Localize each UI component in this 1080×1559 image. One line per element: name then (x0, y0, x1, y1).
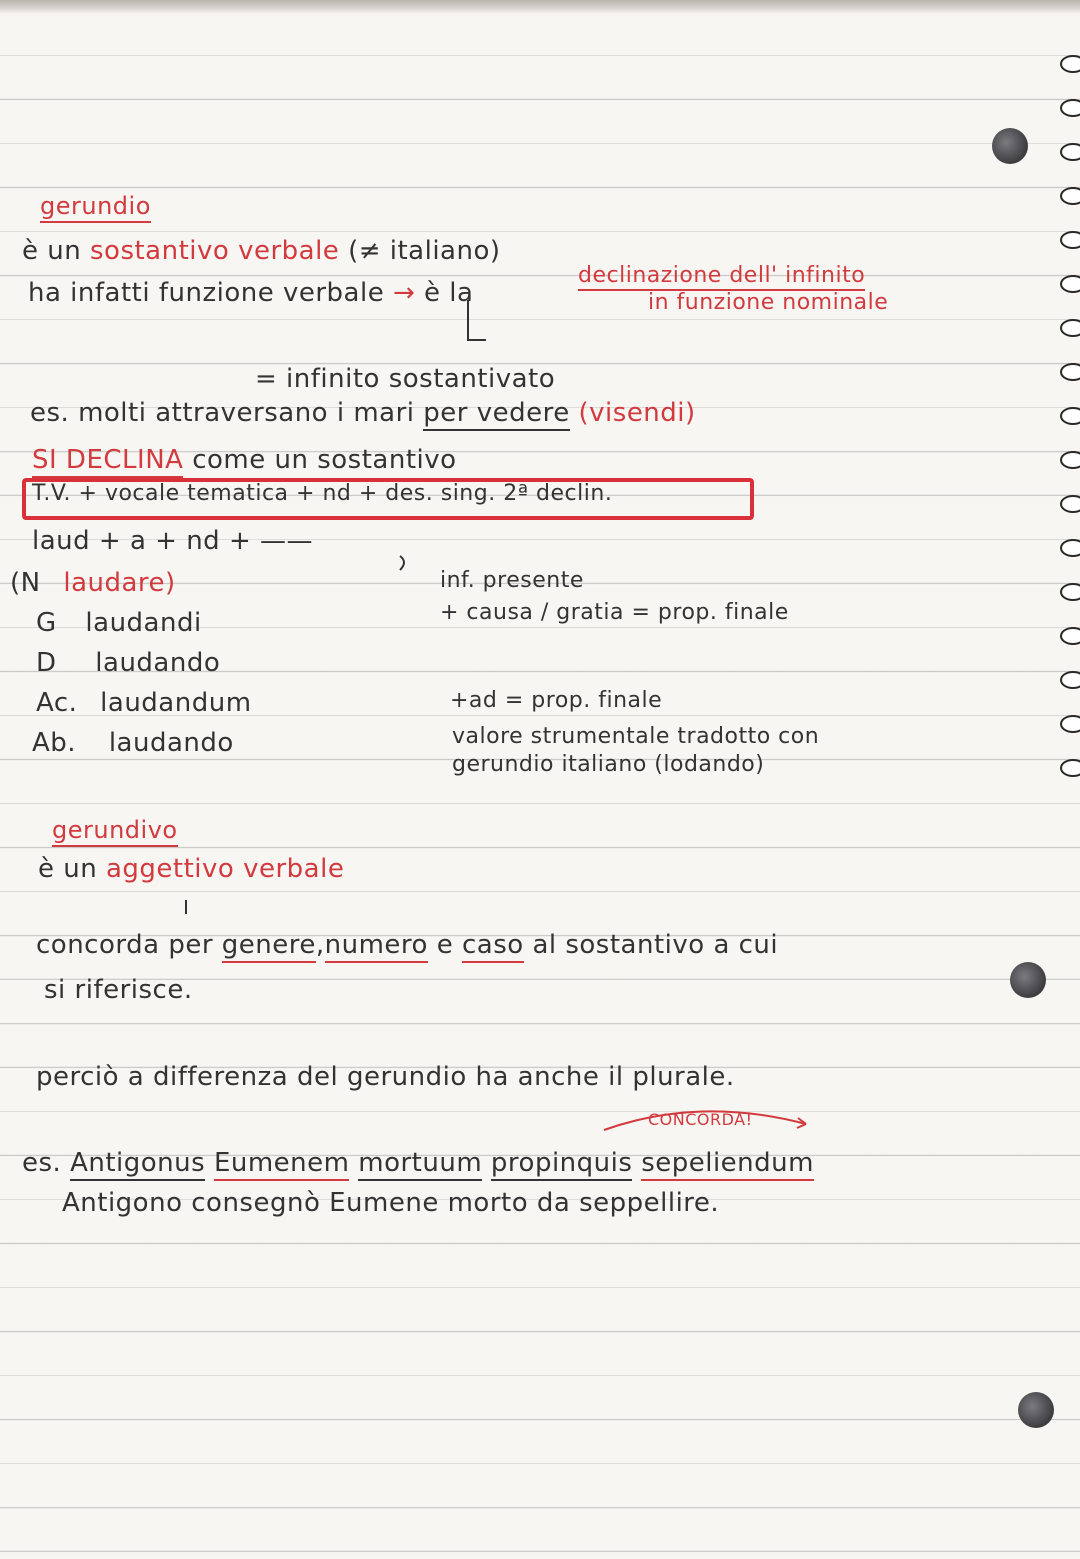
binding-ring (1060, 451, 1080, 469)
gerundio-declina-line (32, 445, 457, 475)
binding-ring (1060, 187, 1080, 205)
text-highlight: sostantivo verbale (89, 236, 340, 266)
text: concorda per (36, 930, 214, 960)
gerundio-declinazione: declinazione dell' infinito (578, 263, 865, 291)
gerundivo-translation: Antigono consegnò Eumene morto da seppellire. (62, 1188, 720, 1218)
text-highlight: (visendi) (578, 398, 696, 428)
note-causa-gratia: + causa / gratia = prop. finale (440, 600, 789, 625)
binding-ring (1060, 407, 1080, 425)
binding-ring (1060, 319, 1080, 337)
binding-ring (1060, 627, 1080, 645)
gerundio-def-line (22, 236, 501, 266)
text-highlight: SI DECLINA (32, 445, 183, 478)
case-label: G (36, 608, 57, 638)
text-underlined: mortuum (358, 1148, 482, 1181)
binding-ring (1060, 759, 1080, 777)
text: e (436, 930, 454, 960)
arrow-icon: → (392, 278, 416, 308)
gerundio-function-line (28, 278, 473, 308)
binding-ring (1060, 583, 1080, 601)
text: è la (424, 278, 474, 308)
punch-hole (1018, 1392, 1054, 1428)
text-underlined: genere (222, 930, 316, 963)
formula-box-text: T.V. + vocale tematica + nd + des. sing. 2ª declin. (32, 481, 613, 506)
case-form: laudandi (85, 608, 202, 638)
case-label: Ac. (36, 688, 78, 718)
text-underlined: propinquis (491, 1148, 633, 1181)
text: è un (38, 854, 98, 884)
gerundivo-def-line (38, 854, 344, 884)
text-underlined: caso (462, 930, 524, 963)
binding-ring (1060, 275, 1080, 293)
binding-ring (1060, 143, 1080, 161)
binding-ring (1060, 55, 1080, 73)
case-row-ac (36, 688, 252, 718)
text: come un sostantivo (192, 445, 457, 475)
text-underlined: Antigonus (70, 1148, 205, 1181)
note-strumentale: valore strumentale tradotto con (452, 724, 820, 749)
binding-ring (1060, 495, 1080, 513)
text-underlined: numero (325, 930, 428, 963)
formula-laud: laud + a + nd + —— (32, 526, 313, 556)
gerundio-equivalence: = infinito sostantivato (255, 364, 556, 394)
binding-ring (1060, 539, 1080, 557)
note-ad: +ad = prop. finale (450, 688, 663, 713)
binding-ring (1060, 715, 1080, 733)
punch-hole (1010, 962, 1046, 998)
torn-top-edge (0, 0, 1080, 14)
text: es. (22, 1148, 62, 1178)
case-form: laudandum (100, 688, 252, 718)
text-underlined: per vedere (423, 398, 569, 431)
binding-ring (1060, 363, 1080, 381)
binding-ring (1060, 231, 1080, 249)
text: es. molti attraversano i mari (30, 398, 415, 428)
gerundivo-riferisce: si riferisce. (44, 975, 193, 1005)
section-title-gerundio: gerundio (40, 192, 151, 223)
binding-ring (1060, 99, 1080, 117)
note-gerundio-italiano: gerundio italiano (lodando) (452, 752, 765, 777)
gerundivo-plurale: perciò a differenza del gerundio ha anche il plurale. (36, 1062, 735, 1092)
case-row-d (36, 648, 220, 678)
case-row-g (36, 608, 202, 638)
text-underlined: Eumenem (214, 1148, 350, 1181)
case-label: Ab. (32, 728, 77, 758)
text-underlined: sepeliendum (641, 1148, 814, 1181)
text: è un (22, 236, 82, 266)
case-form: laudando (108, 728, 234, 758)
brace-icon (400, 556, 404, 570)
punch-hole (992, 128, 1028, 164)
case-form: laudando (95, 648, 221, 678)
case-label: D (36, 648, 57, 678)
text: (≠ italiano) (348, 236, 501, 266)
text-highlight: aggettivo verbale (105, 854, 345, 884)
text: , (315, 930, 325, 960)
gerundivo-example (22, 1148, 814, 1178)
arrowhead-icon (797, 1118, 806, 1128)
case-row-ab (32, 728, 234, 758)
spiral-binding (1040, 55, 1080, 815)
text: ha infatti funzione verbale (28, 278, 385, 308)
case-form: laudare) (63, 568, 176, 598)
gerundio-nominale: in funzione nominale (648, 290, 889, 315)
concorda-note: CONCORDA! (648, 1110, 753, 1129)
binding-ring (1060, 671, 1080, 689)
note-inf-presente: inf. presente (440, 568, 584, 593)
section-title-gerundivo: gerundivo (52, 816, 178, 847)
case-row-n (10, 568, 176, 598)
case-label: (N (10, 568, 41, 598)
gerundio-example (30, 398, 696, 428)
text: al sostantivo a cui (532, 930, 779, 960)
gerundivo-concorda-line (36, 930, 778, 960)
